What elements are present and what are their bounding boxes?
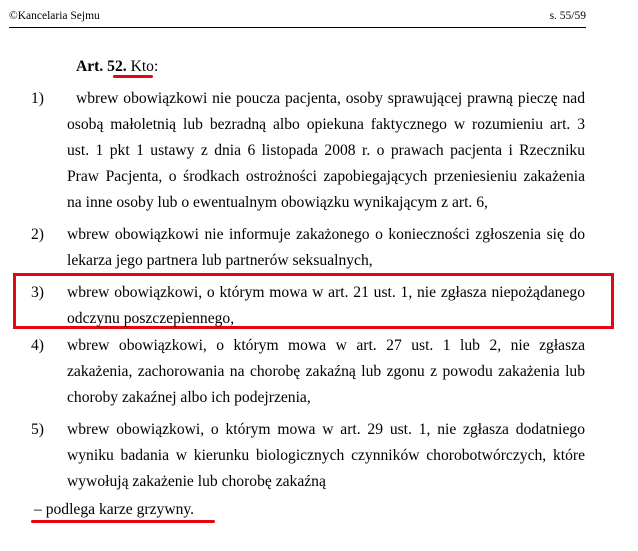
item-line: wbrew obowiązkowi, o którym mowa w art. 21 ust. 1, nie zgłasza niepożądanego	[67, 284, 585, 301]
item-number: 4)	[31, 337, 44, 354]
who-annotation-underline	[113, 75, 153, 78]
page-header	[0, 10, 638, 26]
article-number: Art. 52.	[76, 58, 127, 75]
item-number: 1)	[31, 90, 44, 107]
item-line: choroby zakaźnej albo ich podejrzenia,	[67, 389, 311, 406]
item-number: 5)	[31, 421, 44, 438]
item-line: odczynu poszczepiennego,	[67, 310, 235, 327]
page-number: s. 55/59	[549, 10, 586, 22]
item-line: wbrew obowiązkowi, o którym mowa w art. 27 ust. 1 lub 2, nie zgłasza	[67, 337, 585, 354]
item-line: osobą małoletnią lub bezradną albo opiekuna faktycznego w rozumieniu art. 3	[67, 116, 585, 133]
item-line: wbrew obowiązkowi, o którym mowa w art. 29 ust. 1, nie zgłasza dodatniego	[67, 421, 585, 438]
item-line: lekarza jego partnera lub partnerów seksualnych,	[67, 252, 373, 269]
penalty-text: – podlega karze grzywny.	[34, 501, 195, 518]
item-number: 3)	[31, 284, 44, 301]
item-line: wbrew obowiązkowi nie poucza pacjenta, osoby sprawującej prawną pieczę nad	[76, 90, 585, 107]
copyright-text: ©Kancelaria Sejmu	[9, 10, 100, 22]
item-number: 2)	[31, 226, 44, 243]
item-line: Praw Pacjenta, o środkach ostrożności zapobiegających przeniesieniu zakażenia	[67, 168, 585, 185]
item-line: zakażenia, zachorowania na chorobę zakaźną lub zgonu z powodu zakażenia lub	[67, 363, 585, 380]
article-heading	[76, 57, 158, 77]
header-divider	[9, 27, 586, 28]
item-line: ust. 1 pkt 1 ustawy z dnia 6 listopada 2008 r. o prawach pacjenta i Rzeczniku	[67, 142, 585, 159]
item-line: wywołują zakażenie lub chorobę zakaźną	[67, 473, 326, 490]
item-line: wbrew obowiązkowi nie informuje zakażonego o konieczności zgłoszenia się do	[67, 226, 585, 243]
article-who: Kto:	[130, 58, 159, 75]
penalty-annotation-underline	[31, 520, 215, 523]
item-line: wyniku badania w kierunku biologicznych czynników chorobotwórczych, które	[67, 447, 585, 464]
item-line: na inne osoby lub o ewentualnym obowiązku wynikającym z art. 6,	[67, 194, 488, 211]
